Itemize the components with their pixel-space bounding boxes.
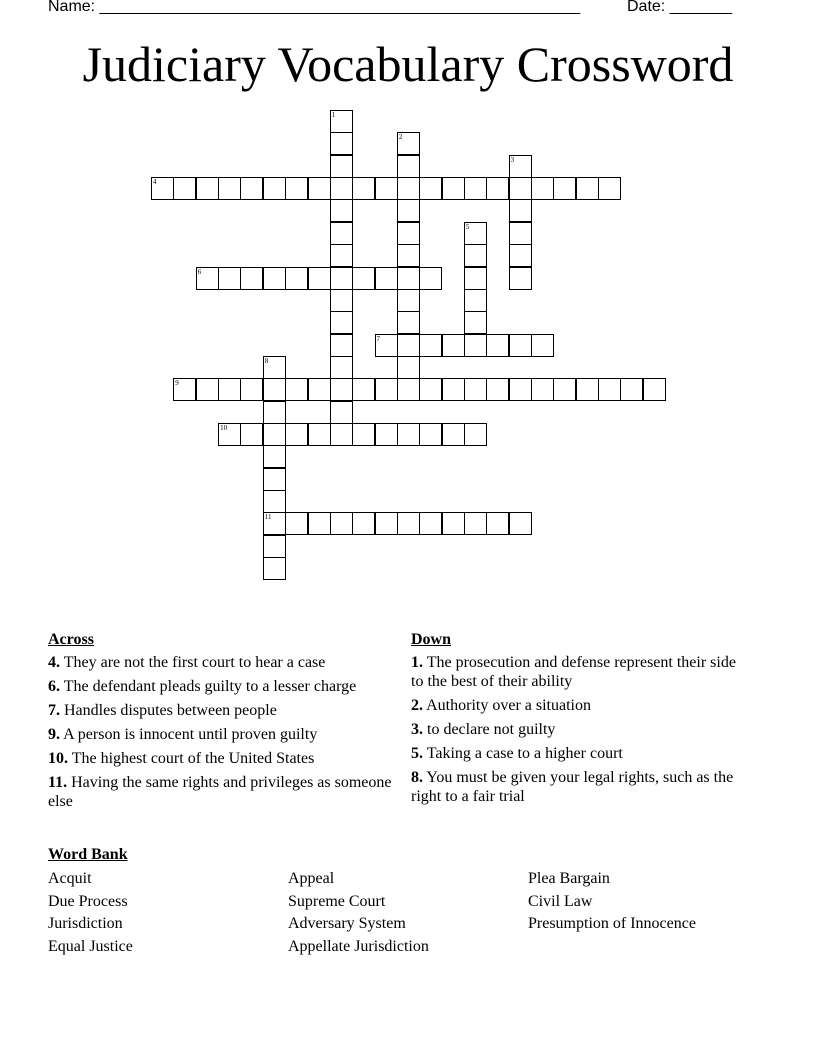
crossword-cell[interactable]: [531, 177, 554, 200]
crossword-cell[interactable]: [397, 222, 420, 245]
crossword-cell[interactable]: [218, 423, 241, 446]
crossword-cell[interactable]: [442, 512, 465, 535]
crossword-cell[interactable]: [330, 244, 353, 267]
crossword-cell[interactable]: [352, 177, 375, 200]
crossword-cell[interactable]: [464, 512, 487, 535]
across-clue: 9. A person is innocent until proven guilty: [48, 726, 318, 743]
crossword-cell[interactable]: [263, 177, 286, 200]
crossword-cell[interactable]: [218, 378, 241, 401]
crossword-cell[interactable]: [576, 378, 599, 401]
crossword-cell[interactable]: [643, 378, 666, 401]
crossword-cell[interactable]: [330, 311, 353, 334]
crossword-cell[interactable]: [308, 177, 331, 200]
crossword-cell[interactable]: [442, 423, 465, 446]
crossword-cell[interactable]: [151, 177, 174, 200]
across-clue: 4. They are not the first court to hear a case: [48, 654, 326, 671]
crossword-cell[interactable]: [509, 177, 532, 200]
crossword-cell[interactable]: [397, 199, 420, 222]
page-title: Judiciary Vocabulary Crossword: [82, 36, 734, 92]
crossword-cell[interactable]: [218, 267, 241, 290]
crossword-cell[interactable]: [576, 177, 599, 200]
crossword-cell[interactable]: [375, 334, 398, 357]
clue-number: 9: [175, 379, 179, 388]
crossword-cell[interactable]: [509, 199, 532, 222]
clue-number: 11: [264, 513, 272, 522]
crossword-cell[interactable]: [196, 177, 219, 200]
down-clue: 5. Taking a case to a higher court: [411, 745, 623, 762]
crossword-cell[interactable]: [397, 311, 420, 334]
word-bank-item: Acquit: [48, 870, 92, 887]
crossword-cell[interactable]: [218, 177, 241, 200]
across-heading: Across: [48, 631, 94, 648]
crossword-cell[interactable]: [509, 244, 532, 267]
crossword-cell[interactable]: [330, 378, 353, 401]
crossword-cell[interactable]: [352, 423, 375, 446]
crossword-cell[interactable]: [375, 177, 398, 200]
crossword-cell[interactable]: [419, 334, 442, 357]
crossword-cell[interactable]: [464, 423, 487, 446]
down-clue: 8. You must be given your legal rights, such as the right to a fair trial: [411, 769, 734, 805]
crossword-cell[interactable]: [263, 401, 286, 424]
clue-number: 10: [220, 423, 228, 432]
crossword-cell[interactable]: [308, 267, 331, 290]
crossword-cell[interactable]: [442, 177, 465, 200]
crossword-cell[interactable]: [263, 557, 286, 580]
down-clue: 3. to declare not guilty: [411, 721, 556, 738]
clue-number: 2: [398, 133, 403, 142]
crossword-cell[interactable]: [330, 155, 353, 178]
crossword-cell[interactable]: [196, 267, 219, 290]
crossword-cell[interactable]: [509, 267, 532, 290]
down-heading: Down: [411, 631, 452, 648]
clue-number: 1: [331, 111, 336, 119]
crossword-cell[interactable]: [196, 378, 219, 401]
crossword-cell[interactable]: [419, 378, 442, 401]
clue-number: 5: [465, 222, 470, 231]
crossword-cell[interactable]: [263, 468, 286, 491]
crossword-cell[interactable]: [330, 177, 353, 200]
crossword-cell[interactable]: [464, 222, 487, 245]
across-clue: 11. Having the same rights and privileges as someone else: [48, 774, 392, 810]
crossword-cell[interactable]: [509, 155, 532, 178]
across-clue: 7. Handles disputes between people: [48, 702, 277, 719]
crossword-cell[interactable]: [486, 177, 509, 200]
crossword-cell[interactable]: [263, 445, 286, 468]
across-clues: [48, 630, 398, 816]
crossword-cell[interactable]: [240, 177, 263, 200]
word-bank-title: Word Bank: [48, 846, 128, 863]
down-clue: 2. Authority over a situation: [411, 697, 591, 714]
clue-number: 4: [153, 178, 157, 187]
across-clue: 10. The highest court of the United States: [48, 750, 315, 767]
crossword-cell[interactable]: [397, 177, 420, 200]
crossword-cell[interactable]: [330, 222, 353, 245]
word-bank-item: Supreme Court: [288, 893, 386, 910]
crossword-cell[interactable]: [553, 378, 576, 401]
clue-number: 6: [197, 267, 202, 276]
crossword-cell[interactable]: [173, 378, 196, 401]
crossword-cell[interactable]: [464, 378, 487, 401]
crossword-cell[interactable]: [352, 512, 375, 535]
crossword-cell[interactable]: [397, 512, 420, 535]
crossword-cell[interactable]: [397, 289, 420, 312]
crossword-cell[interactable]: [375, 423, 398, 446]
crossword-cell[interactable]: [330, 512, 353, 535]
crossword-cell[interactable]: [397, 132, 420, 155]
word-bank-item: Plea Bargain: [528, 870, 610, 887]
crossword-cell[interactable]: [442, 378, 465, 401]
crossword-cell[interactable]: [397, 267, 420, 290]
crossword-cell[interactable]: [375, 267, 398, 290]
crossword-cell[interactable]: [464, 334, 487, 357]
crossword-cell[interactable]: [240, 423, 263, 446]
crossword-cell[interactable]: [486, 334, 509, 357]
word-bank-item: Civil Law: [528, 893, 593, 910]
crossword-cell[interactable]: [330, 334, 353, 357]
crossword-cell[interactable]: [263, 512, 286, 535]
crossword-cell[interactable]: [285, 177, 308, 200]
crossword-cell[interactable]: [263, 423, 286, 446]
crossword-cell[interactable]: [509, 512, 532, 535]
crossword-cell[interactable]: [419, 423, 442, 446]
word-bank-item: Appeal: [288, 870, 335, 887]
crossword-cell[interactable]: [375, 378, 398, 401]
word-bank-item: Appellate Jurisdiction: [288, 938, 429, 955]
word-bank-item: Presumption of Innocence: [528, 915, 696, 932]
crossword-cell[interactable]: [620, 378, 643, 401]
crossword-cell[interactable]: [486, 512, 509, 535]
word-bank-item: Due Process: [48, 893, 128, 910]
crossword-cell[interactable]: [330, 199, 353, 222]
crossword-cell[interactable]: [553, 177, 576, 200]
word-bank-item: Jurisdiction: [48, 915, 123, 932]
crossword-cell[interactable]: [330, 401, 353, 424]
name-field-label: Name: ______________________________________________________: [48, 0, 581, 15]
crossword-cell[interactable]: [240, 267, 263, 290]
crossword-cell[interactable]: [464, 311, 487, 334]
crossword-cell[interactable]: [285, 423, 308, 446]
crossword-cell[interactable]: [598, 177, 621, 200]
date-field-label: Date: _______: [627, 0, 732, 15]
clue-number: 3: [510, 155, 515, 164]
crossword-cell[interactable]: [442, 334, 465, 357]
clue-number: 7: [376, 334, 380, 343]
crossword-cell[interactable]: [464, 177, 487, 200]
crossword-cell[interactable]: [173, 177, 196, 200]
crossword-cell[interactable]: [531, 378, 554, 401]
crossword-cell[interactable]: [263, 378, 286, 401]
across-clue: 6. The defendant pleads guilty to a lesser charge: [48, 678, 357, 695]
crossword-cell[interactable]: [330, 132, 353, 155]
crossword-cell[interactable]: [308, 512, 331, 535]
crossword-cell[interactable]: [285, 512, 308, 535]
crossword-cell[interactable]: [464, 244, 487, 267]
crossword-cell[interactable]: [509, 222, 532, 245]
crossword-cell[interactable]: [308, 378, 331, 401]
crossword-cell[interactable]: [486, 378, 509, 401]
crossword-cell[interactable]: [598, 378, 621, 401]
crossword-cell[interactable]: [397, 356, 420, 379]
crossword-cell[interactable]: [375, 512, 398, 535]
down-clues: [411, 630, 751, 811]
crossword-cell[interactable]: [263, 267, 286, 290]
word-bank-item: Adversary System: [288, 915, 406, 932]
crossword-cell[interactable]: [397, 155, 420, 178]
crossword-cell[interactable]: [285, 267, 308, 290]
crossword-cell[interactable]: [464, 267, 487, 290]
crossword-cell[interactable]: [531, 334, 554, 357]
crossword-cell[interactable]: [240, 378, 263, 401]
crossword-cell[interactable]: [352, 378, 375, 401]
crossword-cell[interactable]: [397, 334, 420, 357]
crossword-cell[interactable]: [308, 423, 331, 446]
crossword-cell[interactable]: [330, 110, 353, 133]
crossword-cell[interactable]: [397, 378, 420, 401]
clue-number: 8: [264, 356, 269, 365]
crossword-cell[interactable]: [397, 244, 420, 267]
crossword-cell[interactable]: [397, 423, 420, 446]
crossword-cell[interactable]: [464, 289, 487, 312]
crossword-cell[interactable]: [419, 177, 442, 200]
crossword-cell[interactable]: [419, 512, 442, 535]
crossword-cell[interactable]: [330, 423, 353, 446]
crossword-cell[interactable]: [285, 378, 308, 401]
down-clue: 1. The prosecution and defense represent their side to the best of their ability: [411, 654, 736, 690]
crossword-cell[interactable]: [263, 490, 286, 513]
crossword-cell[interactable]: [330, 267, 353, 290]
crossword-cell[interactable]: [509, 378, 532, 401]
crossword-cell[interactable]: [263, 535, 286, 558]
crossword-cell[interactable]: [263, 356, 286, 379]
crossword-cell[interactable]: [330, 289, 353, 312]
crossword-cell[interactable]: [352, 267, 375, 290]
crossword-cell[interactable]: [330, 356, 353, 379]
crossword-cell[interactable]: [509, 334, 532, 357]
word-bank-item: Equal Justice: [48, 938, 133, 955]
crossword-cell[interactable]: [419, 267, 442, 290]
